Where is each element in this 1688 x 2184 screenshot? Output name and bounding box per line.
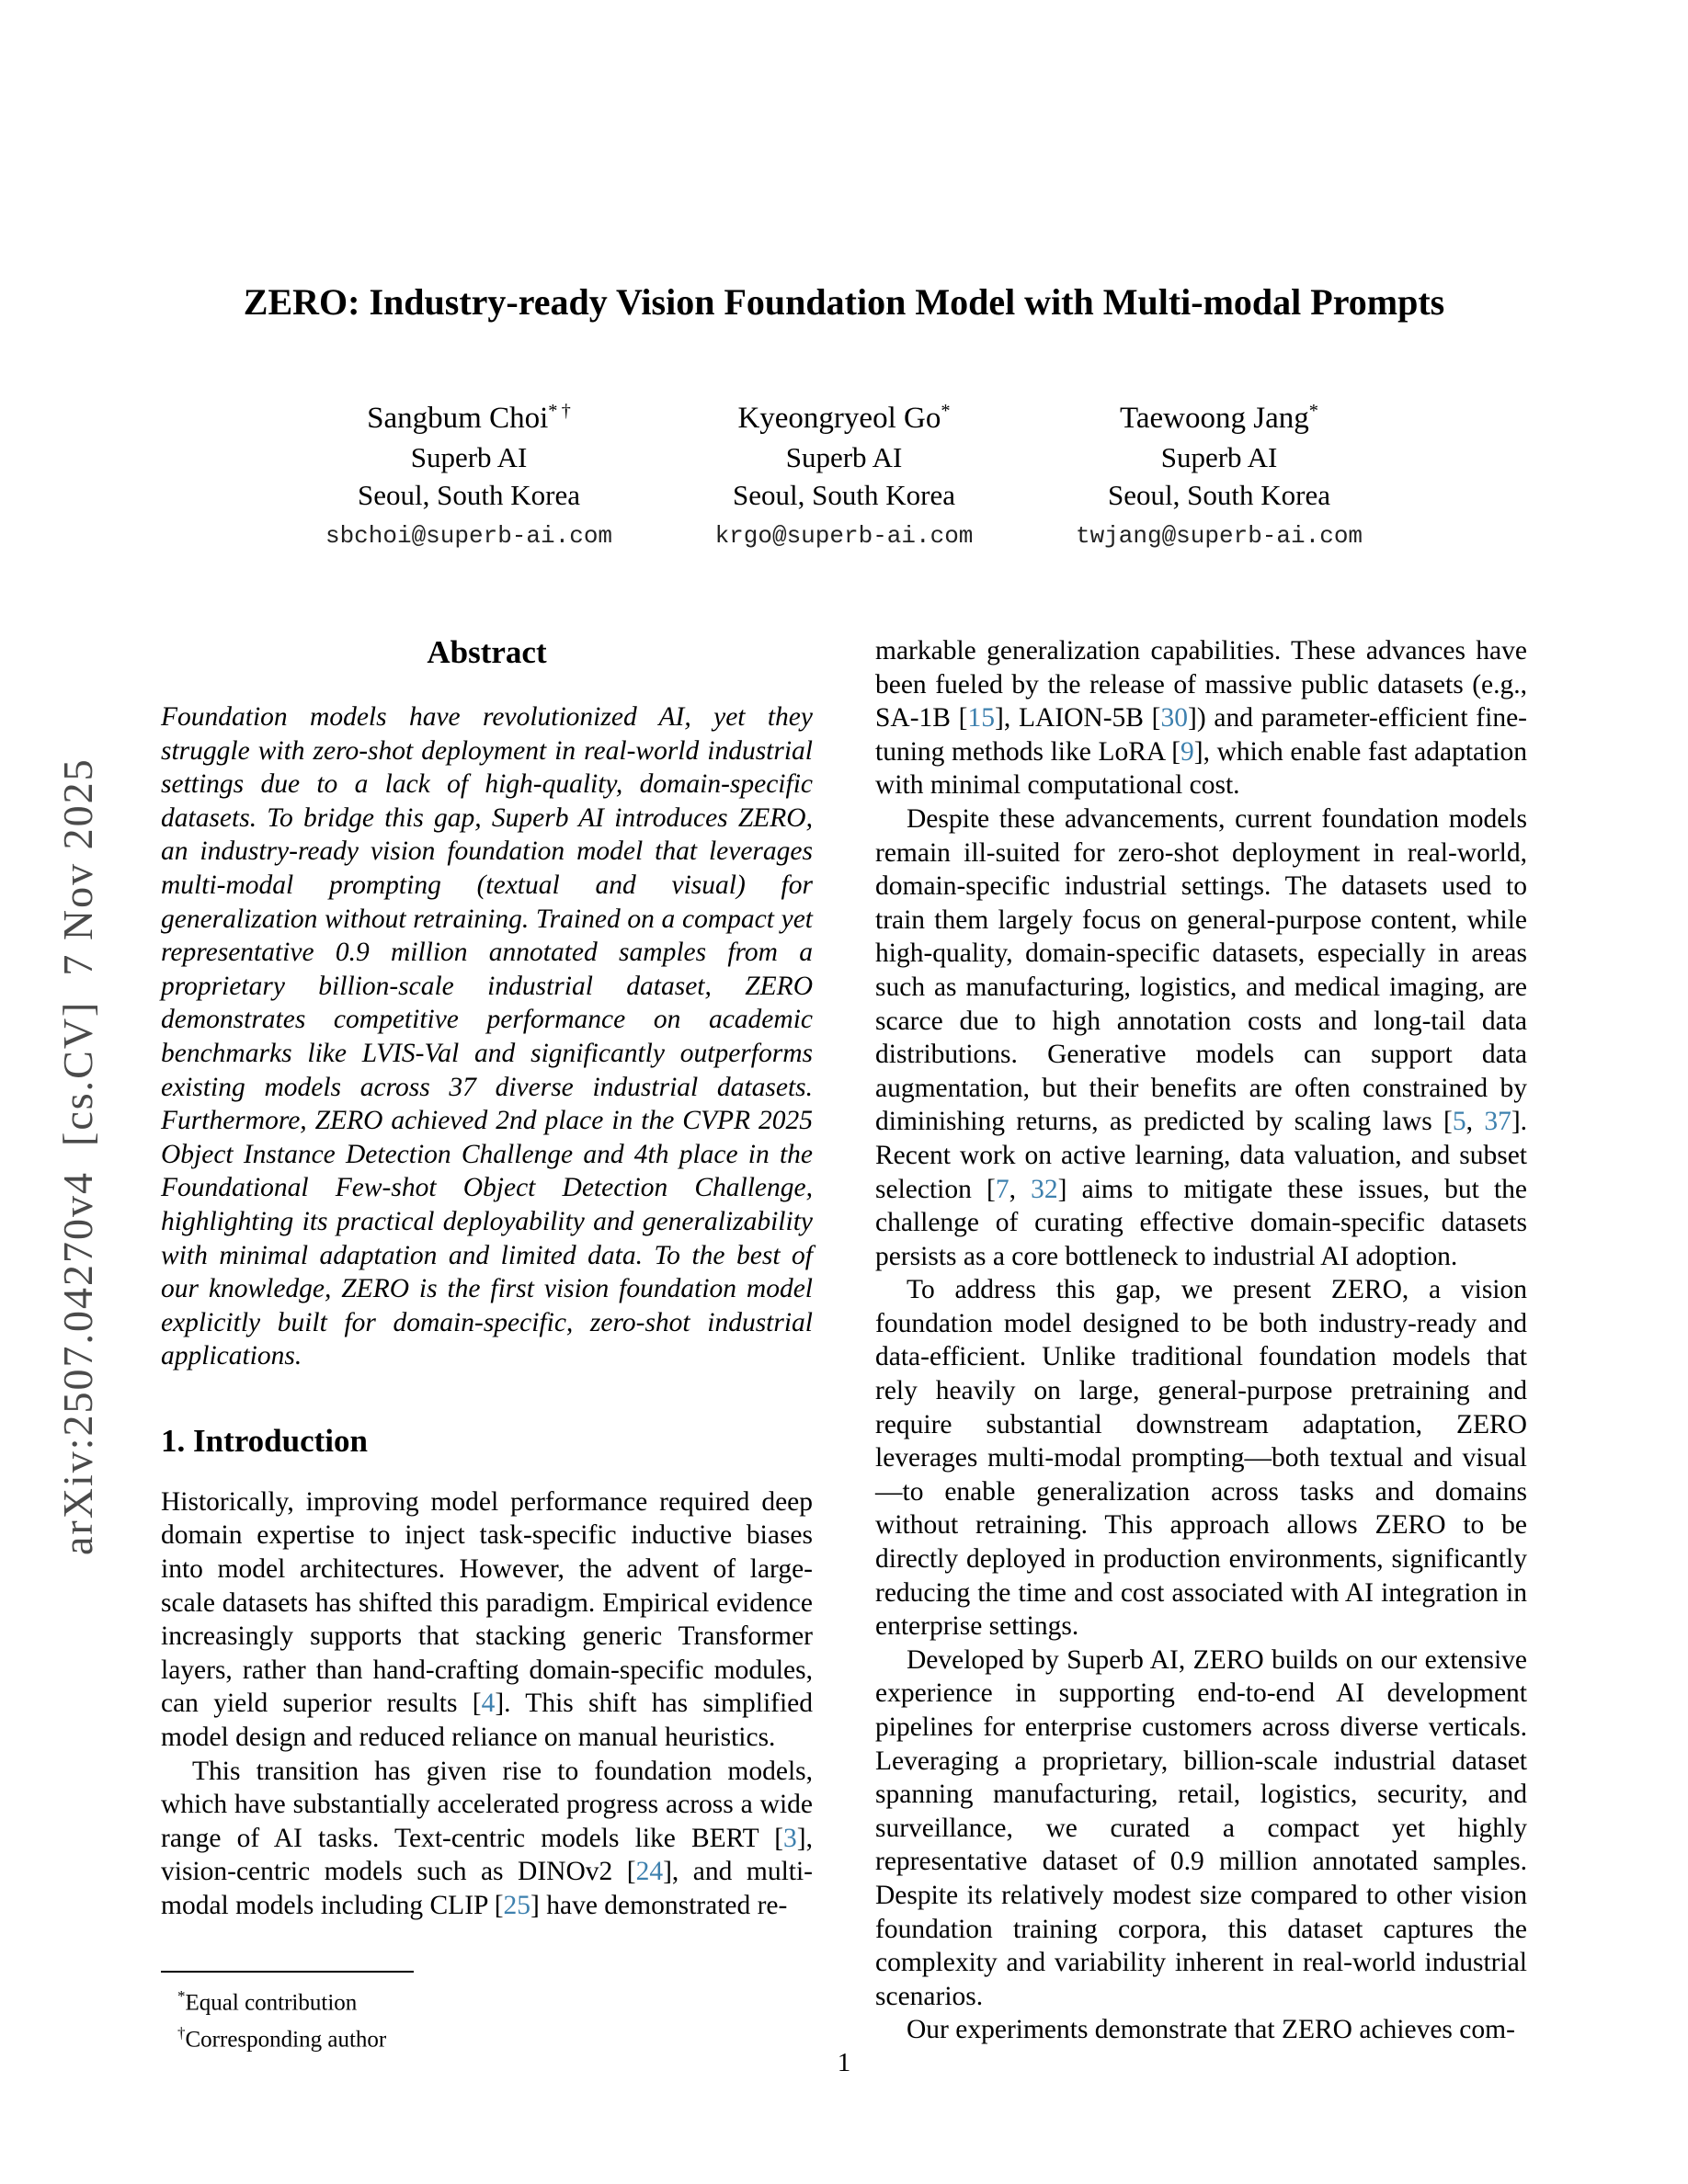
right-column — [875, 634, 1527, 2054]
body-paragraph: Historically, improving model performance required deep domain expertise to inject task-specific inductive biases into model architectures. However, the advent of large-scale datasets has shifted this paradigm. Empirical evidence increasingly supports that stacking generic Transformer layers, rather than hand-crafting domain-specific modules, can yield superior results [4]. This shift has simplified model design and reduced reliance on manual heuristics. — [161, 1486, 814, 1753]
citation-link[interactable]: 15 — [967, 703, 996, 734]
citation-link[interactable]: 9 — [1180, 736, 1194, 767]
body-paragraph: Developed by Superb AI, ZERO builds on our extensive experience in supporting end-to-end AI development pipelines for enterprise customers across diverse verticals. Leveraging a proprietary, billion-scale industrial dataset spanning manufacturing, retail, logistics, security, and surveillance, we curated a compact yet highly representative dataset of 0.9 million annotated samples. Despite its relatively modest size compared to other vision foundation training corpora, this dataset captures the complexity and variability inherent in real-world industrial scenarios. — [875, 1644, 1527, 2011]
body-paragraph: Our experiments demonstrate that ZERO achieves com- — [907, 2015, 1515, 2045]
page-number: 1 — [837, 2048, 851, 2077]
author-marks: * — [1308, 401, 1318, 421]
author-email: krgo@superb-ai.com — [714, 522, 974, 550]
citation-link[interactable]: 7 — [995, 1174, 1009, 1204]
body-paragraph: To address this gap, we present ZERO, a vision foundation model designed to be both industry-ready and data-efficient. Unlike traditional foundation models that rely heavily on large, general-purpose pretraining and require substantial downstream adaptation, ZERO leverages multi-modal prompting—both textual and visual—to enable generalization across tasks and domains without retraining. This approach allows ZERO to be directly deployed in production environments, significantly reducing the time and cost associated with AI integration in enterprise settings. — [875, 1275, 1527, 1642]
footnote-mark: * — [177, 1987, 186, 2006]
author-block — [0, 391, 1688, 550]
citation-link[interactable]: 24 — [635, 1857, 664, 1887]
citation-link[interactable]: 4 — [481, 1689, 496, 1719]
footnote-corresponding-author: †Corresponding author — [177, 2023, 387, 2052]
author-affiliation: Superb AI — [410, 441, 528, 473]
footnote-rule — [161, 1971, 414, 1973]
author-name: Kyeongryeol Go* — [737, 401, 951, 435]
author-card — [1067, 391, 1371, 550]
citation-link[interactable]: 37 — [1484, 1107, 1511, 1137]
arxiv-watermark: arXiv:2507.04270v4 [cs.CV] 7 Nov 2025 — [54, 757, 101, 1555]
footnote-equal-contribution: *Equal contribution — [177, 1987, 358, 2016]
body-paragraph: This transition has given rise to foundation models, which have substantially accelerated progress across a wide range of AI tasks. Text-centric models like BERT [3], vision-centric models such as DINOv2 [24], and multi-modal models including CLIP [25] have demonstrated re- — [161, 1756, 813, 1920]
author-location: Seoul, South Korea — [733, 479, 955, 511]
author-card — [692, 391, 996, 550]
author-location: Seoul, South Korea — [1108, 479, 1330, 511]
abstract-heading: Abstract — [427, 634, 547, 670]
author-name: Taewoong Jang* — [1120, 401, 1318, 435]
citation-link[interactable]: 5 — [1452, 1107, 1466, 1137]
footnote-block — [161, 1952, 813, 2054]
author-affiliation: Superb AI — [785, 441, 903, 473]
citation-link[interactable]: 32 — [1031, 1174, 1058, 1204]
body-paragraph: Despite these advancements, current foundation models remain ill-suited for zero-shot deployment in real-world, domain-specific industrial settings. The datasets used to train them largely focus on general-purpose content, while high-quality, domain-specific datasets, especially in areas such as manufacturing, logistics, and medical imaging, are scarce due to high annotation costs and long-tail data distributions. Generative models can support data augmentation, but their benefits are often constrained by diminishing returns, as predicted by scaling laws [5, 37]. Recent work on active learning, data valuation, and subset selection [7, 32] aims to mitigate these issues, but the challenge of curating effective domain-specific datasets persists as a core bottleneck to industrial AI adoption. — [875, 803, 1528, 1271]
abstract-text: Foundation models have revolutionized AI, yet they struggle with zero-shot deployment in real-world industrial settings due to a lack of high-quality, domain-specific datasets. To bridge this gap, Superb AI introduces ZERO, an industry-ready vision foundation model that leverages multi-modal prompting (textual and visual) for generalization without retraining. Trained on a compact yet representative 0.9 million annotated samples from a proprietary billion-scale industrial dataset, ZERO demonstrates competitive performance on academic benchmarks like LVIS-Val and significantly outperforms existing models across 37 diverse industrial datasets. Furthermore, ZERO achieved 2nd place in the CVPR 2025 Object Instance Detection Challenge and 4th place in the Foundational Few-shot Object Detection Challenge, highlighting its practical deployability and generalizability with minimal adaptation and limited data. To the best of our knowledge, ZERO is the first vision foundation model explicitly built for domain-specific, zero-shot industrial applications. — [161, 702, 813, 1371]
two-column-body — [161, 634, 1527, 2054]
footnote-mark: † — [177, 2023, 186, 2042]
author-marks: * † — [548, 401, 571, 421]
author-affiliation: Superb AI — [1160, 441, 1278, 473]
section-heading-introduction: 1. Introduction — [161, 1422, 368, 1459]
author-name: Sangbum Choi* † — [367, 401, 571, 435]
author-card — [317, 391, 621, 550]
citation-link[interactable]: 30 — [1160, 703, 1188, 734]
paper-title: ZERO: Industry-ready Vision Foundation Model with Multi-modal Prompts — [243, 281, 1445, 323]
author-location: Seoul, South Korea — [358, 479, 580, 511]
body-paragraph: markable generalization capabilities. These advances have been fueled by the release of massive public datasets (e.g., SA-1B [15], LAION-5B [30]) and parameter-efficient fine-tuning methods like LoRA [9], which enable fast adaptation with minimal computational cost. — [875, 636, 1527, 801]
citation-link[interactable]: 3 — [783, 1823, 797, 1853]
left-column — [161, 634, 813, 2054]
author-email: twjang@superb-ai.com — [1075, 522, 1363, 550]
author-email: sbchoi@superb-ai.com — [325, 522, 613, 550]
citation-link[interactable]: 25 — [503, 1891, 531, 1920]
author-marks: * — [941, 401, 951, 421]
